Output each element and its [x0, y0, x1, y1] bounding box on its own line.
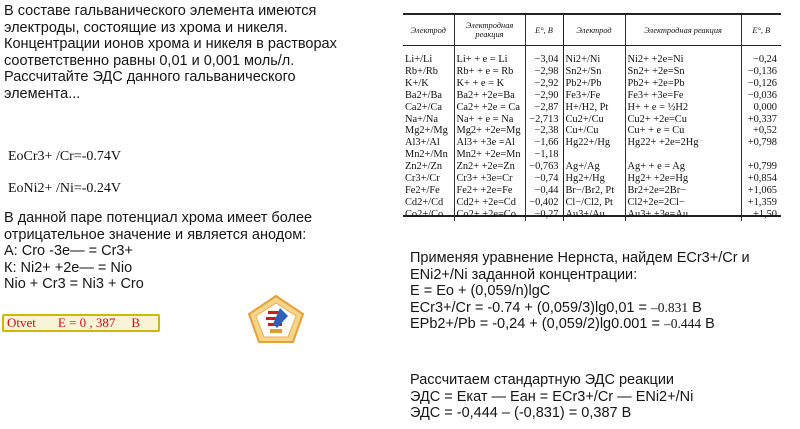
- reaction-cell: Pb2+ +2e=Pb: [625, 78, 741, 90]
- chromium-calc-text: ECr3+/Cr = -0.74 + (0,059/3)lg0,01 =: [410, 299, 647, 316]
- electrode-cell: Na+/Na: [403, 114, 454, 126]
- reaction-cell: Sn2+ +2e=Sn: [625, 66, 741, 78]
- potential-cell: −2,90: [525, 90, 563, 102]
- electrode-cell: K+/K: [403, 78, 454, 90]
- potential-cell: −2,38: [525, 125, 563, 137]
- reaction-cell: Cr3+ +3e=Cr: [454, 173, 525, 185]
- problem-line: электроды, состоящие из хрома и никеля.: [4, 19, 288, 36]
- potential-cell: −2,98: [525, 66, 563, 78]
- electrode-cell: Ba2+/Ba: [403, 90, 454, 102]
- reaction-cell: Hg22+ +2e=2Hg: [625, 137, 741, 149]
- potential-cell: −0,126: [747, 77, 777, 89]
- column-header: Электродная реакция: [454, 15, 525, 46]
- emf-result: ЭДС = -0,444 – (-0,831) = 0,387 В: [410, 405, 632, 422]
- potential-cell: −0,036: [747, 89, 777, 101]
- potential-cell: [741, 149, 781, 161]
- cathode-reaction: К: Ni2+ +2е— = Nio: [4, 259, 133, 276]
- electrode-cell: Cd2+/Cd: [403, 197, 454, 209]
- potential-cell: −2,87: [525, 102, 563, 114]
- potential-cell: −2,713: [525, 114, 563, 126]
- reaction-cell: Zn2+ +2e=Zn: [454, 161, 525, 173]
- reaction-cell: Ag+ + e = Ag: [625, 161, 741, 173]
- table-row: [403, 90, 781, 102]
- column-header: Электродная реакция: [625, 15, 741, 46]
- potential-cell: −0,27: [525, 209, 563, 221]
- potential-cell: +1,359: [747, 196, 777, 208]
- problem-statement: [4, 3, 399, 103]
- reaction-cell: Au3+ +3e=Au: [625, 209, 741, 221]
- table-row: [403, 137, 781, 149]
- lead-calc-text: EPb2+/Pb = -0,24 + (0,059/2)lg0.001 =: [410, 316, 660, 333]
- answer-box: [2, 314, 160, 332]
- electrode-cell: Li+/Li: [403, 46, 454, 66]
- nernst-line: Применяя уравнение Нернста, найдем ECr3+/Cr и: [410, 250, 750, 266]
- reaction-cell: Cd2+ +2e=Cd: [454, 197, 525, 209]
- electrode-cell: Cu+/Cu: [563, 125, 625, 137]
- reaction-cell: K+ + e = K: [454, 78, 525, 90]
- lead-calculation: [410, 316, 795, 333]
- answer-label: Otvet: [7, 315, 36, 330]
- table-row: [403, 197, 781, 209]
- electrode-cell: Fe3+/Fe: [563, 90, 625, 102]
- electrode-cell: Fe2+/Fe: [403, 185, 454, 197]
- electrode-cell: Co2+/Co: [403, 209, 454, 221]
- nickel-potential: EoNi2+ /Ni=-0.24V: [8, 181, 122, 196]
- answer-value: E = 0 , 387: [57, 315, 116, 330]
- reaction-cell: Cl2+2e=2Cl−: [625, 197, 741, 209]
- anode-reaction: А: Cro -3е— = Cr3+: [4, 243, 133, 260]
- electrode-cell: Mg2+/Mg: [403, 125, 454, 137]
- potential-cell: −0,74: [525, 173, 563, 185]
- lead-calc-result: –0.444: [663, 316, 702, 332]
- table-row: [403, 173, 781, 185]
- column-header: Электрод: [403, 15, 454, 46]
- potential-cell: −1,66: [525, 137, 563, 149]
- potential-cell: +1,50: [752, 208, 777, 220]
- answer-unit: B: [131, 315, 141, 330]
- reaction-cell: Li+ + e = Li: [454, 46, 525, 66]
- explanation-line: отрицательное значение и является анодом:: [4, 226, 307, 243]
- electrode-cell: Cl−/Cl2, Pt: [563, 197, 625, 209]
- potential-cell: −3,04: [525, 46, 563, 66]
- potential-cell: +0,854: [747, 173, 777, 185]
- reaction-cell: Fe2+ +2e=Fe: [454, 185, 525, 197]
- electrode-cell: Cr3+/Cr: [403, 173, 454, 185]
- explanation: [4, 210, 399, 293]
- problem-line: В составе гальванического элемента имеются: [4, 3, 317, 19]
- chromium-calculation: [410, 300, 795, 317]
- reaction-cell: Mg2+ +2e=Mg: [454, 125, 525, 137]
- electrode-cell: Hg2+/Hg: [563, 173, 625, 185]
- lead-calc-unit: В: [705, 316, 715, 333]
- potential-cell: −2,92: [525, 78, 563, 90]
- reaction-cell: Na+ + e = Na: [454, 114, 525, 126]
- column-header: E°, В: [525, 15, 563, 46]
- electrode-cell: Sn2+/Sn: [563, 66, 625, 78]
- reaction-cell: H+ + e = ½H2: [625, 102, 741, 114]
- potential-cell: +1,065: [747, 184, 777, 196]
- reaction-cell: [625, 149, 741, 161]
- electrode-cell: Rb+/Rb: [403, 66, 454, 78]
- electrode-cell: Cu2+/Cu: [563, 114, 625, 126]
- column-header: E°, В: [741, 15, 781, 46]
- standard-emf-section: [410, 372, 795, 422]
- potential-cell: +0,337: [747, 113, 777, 125]
- emf-line: ЭДС = Eкат — Eан = ECr3+/Cr — ENi2+/Ni: [410, 388, 694, 405]
- emf-line: Рассчитаем стандартную ЭДС реакции: [410, 372, 675, 388]
- explanation-line: В данной паре потенциал хрома имеет более: [4, 210, 313, 226]
- reaction-cell: Cu+ + e = Cu: [625, 125, 741, 137]
- electrode-cell: Zn2+/Zn: [403, 161, 454, 173]
- nernst-section: [410, 250, 795, 333]
- reaction-cell: Fe3+ +3e=Fe: [625, 90, 741, 102]
- table-body: [403, 46, 781, 221]
- potentials-table: [403, 15, 781, 221]
- electrode-cell: H+/H2, Pt: [563, 102, 625, 114]
- potential-cell: −0,402: [525, 197, 563, 209]
- overall-reaction: Nio + Cr3 = Ni3 + Cro: [4, 276, 144, 293]
- table-row: [403, 185, 781, 197]
- standard-potentials-table: [403, 13, 781, 220]
- table-row: [403, 209, 781, 221]
- table-row: [403, 46, 781, 66]
- reaction-cell: Al3+ +3e =Al: [454, 137, 525, 149]
- electrode-cell: Mn2+/Mn: [403, 149, 454, 161]
- chromium-calc-result: –0.831: [651, 299, 689, 315]
- table-header-row: [403, 15, 781, 46]
- reaction-cell: Ca2+ +2e = Ca: [454, 102, 525, 114]
- electrode-cell: Al3+/Al: [403, 137, 454, 149]
- potential-cell: +0,798: [747, 137, 777, 149]
- potential-cell: −1,18: [525, 149, 563, 161]
- electrode-cell: Br−/Br2, Pt: [563, 185, 625, 197]
- electrode-cell: Ni2+/Ni: [563, 46, 625, 66]
- potential-cell: +0,799: [747, 161, 777, 173]
- electrode-cell: Ag+/Ag: [563, 161, 625, 173]
- table-row: [403, 114, 781, 126]
- chromium-potential: EoCr3+ /Cr=-0.74V: [8, 149, 122, 164]
- problem-line: Концентрации ионов хрома и никеля в растворах: [4, 36, 337, 53]
- reaction-cell: Br2+2e=2Br−: [625, 185, 741, 197]
- reaction-cell: Ni2+ +2e=Ni: [625, 46, 741, 66]
- electrode-cell: [563, 149, 625, 161]
- potential-cell: +0,52: [752, 125, 777, 137]
- electrode-cell: Au3+/Au: [563, 209, 625, 221]
- reaction-cell: Hg2+ +2e=Hg: [625, 173, 741, 185]
- problem-line: Рассчитайте ЭДС данного гальванического: [4, 69, 296, 86]
- table-row: [403, 161, 781, 173]
- reaction-cell: Mn2+ +2e=Mn: [454, 149, 525, 161]
- potential-cell: −0,763: [525, 161, 563, 173]
- chromium-calc-unit: В: [692, 299, 702, 316]
- nernst-line: ENi2+/Ni заданной концентрации:: [410, 266, 638, 283]
- problem-line: соответственно равны 0,01 и 0,001 моль/л.: [4, 52, 295, 69]
- reaction-cell: Co2+ +2e=Co: [454, 209, 525, 221]
- electrode-cell: Hg22+/Hg: [563, 137, 625, 149]
- potential-cell: 0,000: [753, 101, 777, 113]
- table-row: [403, 125, 781, 137]
- pentagon-logo-icon: [247, 294, 305, 344]
- electrode-cell: Pb2+/Pb: [563, 78, 625, 90]
- potential-cell: −0,24: [752, 54, 777, 65]
- electrode-cell: Ca2+/Ca: [403, 102, 454, 114]
- problem-line: элемента...: [4, 85, 81, 102]
- potential-cell: −0,44: [525, 185, 563, 197]
- column-header: Электрод: [563, 15, 625, 46]
- reaction-cell: Rb+ + e = Rb: [454, 66, 525, 78]
- reaction-cell: Cu2+ +2e=Cu: [625, 114, 741, 126]
- table-row: [403, 102, 781, 114]
- reaction-cell: Ba2+ +2e=Ba: [454, 90, 525, 102]
- nernst-formula: E = Eo + (0,059/n)lgC: [410, 283, 551, 300]
- table-row: [403, 149, 781, 161]
- potential-cell: −0,136: [747, 65, 777, 77]
- table-row: [403, 66, 781, 78]
- table-row: [403, 78, 781, 90]
